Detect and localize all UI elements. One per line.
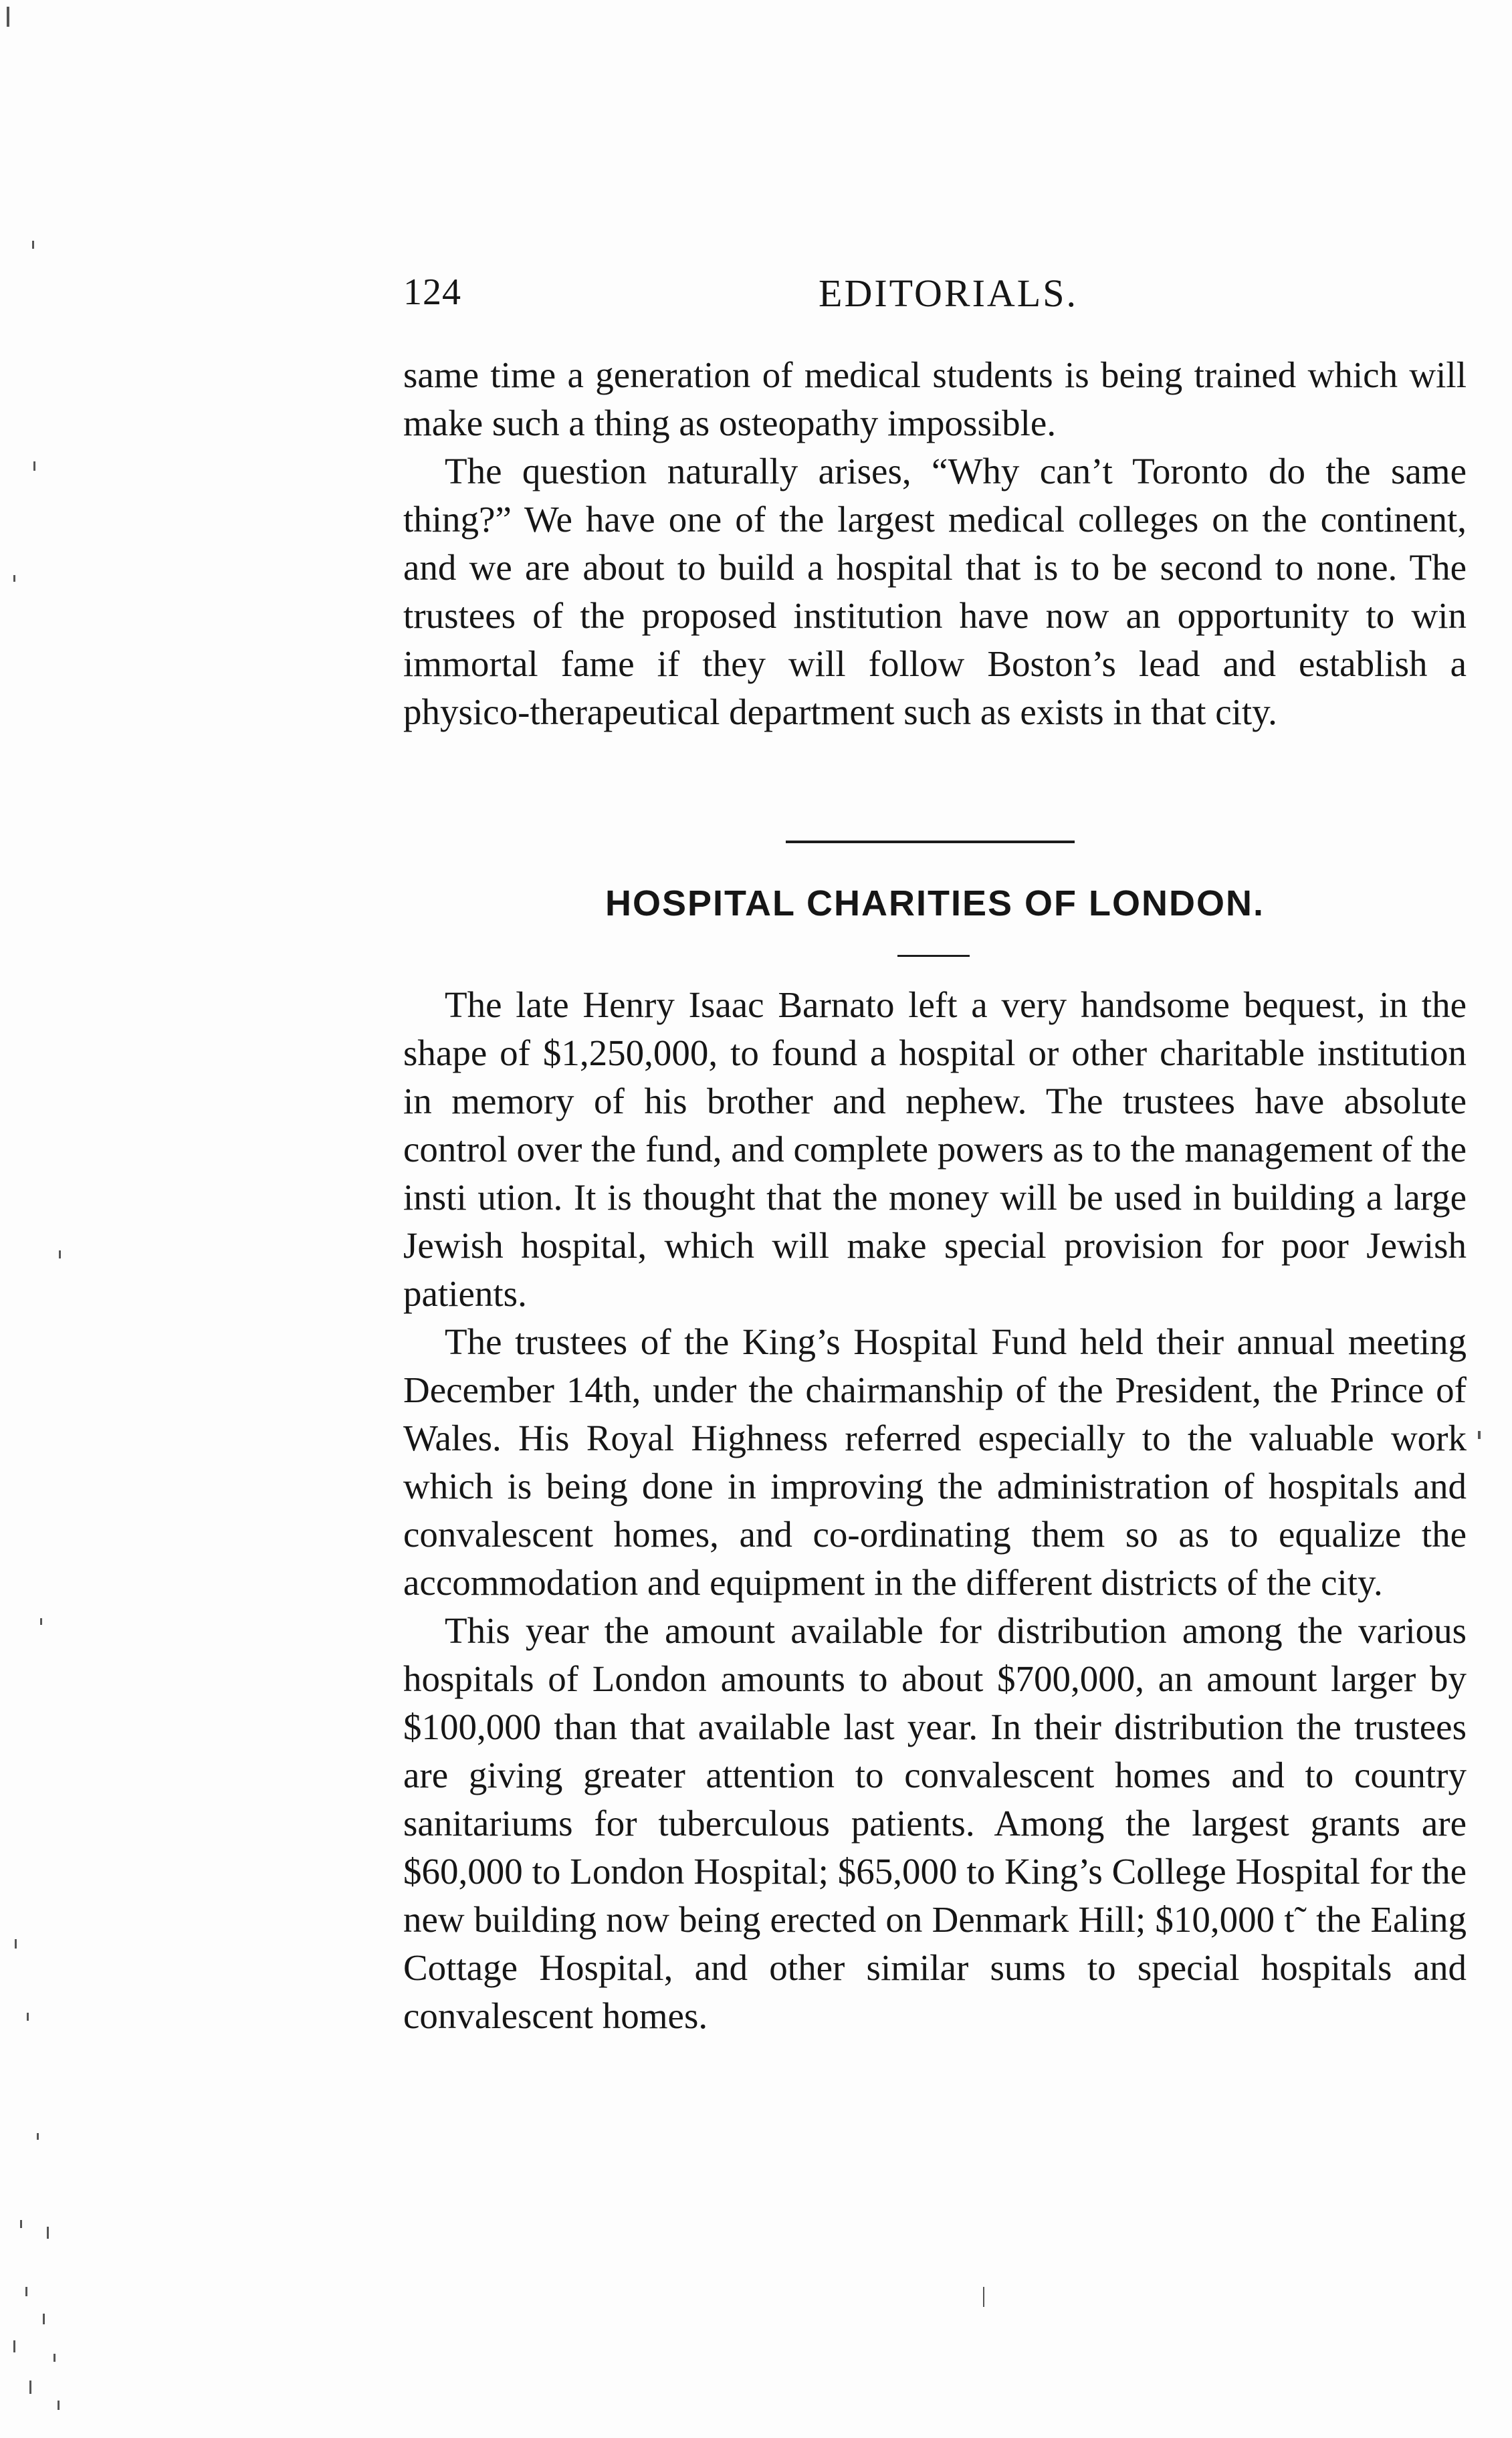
page-number: 124 [403, 271, 461, 313]
paragraph: The question naturally arises, “Why can’t Toronto do the same thing?” We have one of the largest medical colleges on the continent, and we are about to build a hospital that is to be second to none. The trustees of the proposed institution have now an opportunity to win immortal fame if they will follow Boston’s lead and establish a physico-therapeutical department such as exists in that city. [403, 451, 1467, 732]
paragraph: same time a generation of medical students is being trained which will make such a thing as osteopathy impossible. [403, 354, 1467, 443]
section-heading: HOSPITAL CHARITIES OF LONDON. [605, 883, 1265, 923]
paragraph: The trustees of the King’s Hospital Fund held their annual meeting December 14th, under the chairmanship of the President, the Prince of Wales. His Royal Highness referred especially to the valuable work which is being done in improving the administration of hospitals and convalescent homes, and co-ordinating them so as to equalize the accommodation and equipment in the different districts of the city. [403, 1321, 1467, 1603]
running-head [403, 271, 1467, 324]
running-title: EDITORIALS. [819, 271, 1078, 315]
article-body [403, 981, 1467, 2040]
heading-underline [897, 955, 970, 957]
paragraph: The late Henry Isaac Barnato left a very handsome bequest, in the shape of $1,250,000, to found a hospital or other charitable institution in memory of his brother and nephew. The trustees have absolute control over the fund, and complete powers as to the management of the insti ution. It is thought that the money will be used in building a large Jewish hospital, which will make special provision for poor Jewish patients. [403, 984, 1467, 1314]
paragraph: This year the amount available for distribution among the various hospitals of London amounts to about $700,000, an amount larger by $100,000 than that available last year. In their distribution the trustees are giving greater attention to convalescent homes and to country sanitariums for tuberculous patients. Among the largest grants are $60,000 to London Hospital; $65,000 to King’s College Hospital for the new building now being erected on Denmark Hill; $10,000 t˜ the Ealing Cottage Hospital, and other similar sums to special hospitals and convalescent homes. [403, 1610, 1467, 2036]
continued-article [403, 351, 1467, 736]
section-divider [786, 841, 1075, 843]
